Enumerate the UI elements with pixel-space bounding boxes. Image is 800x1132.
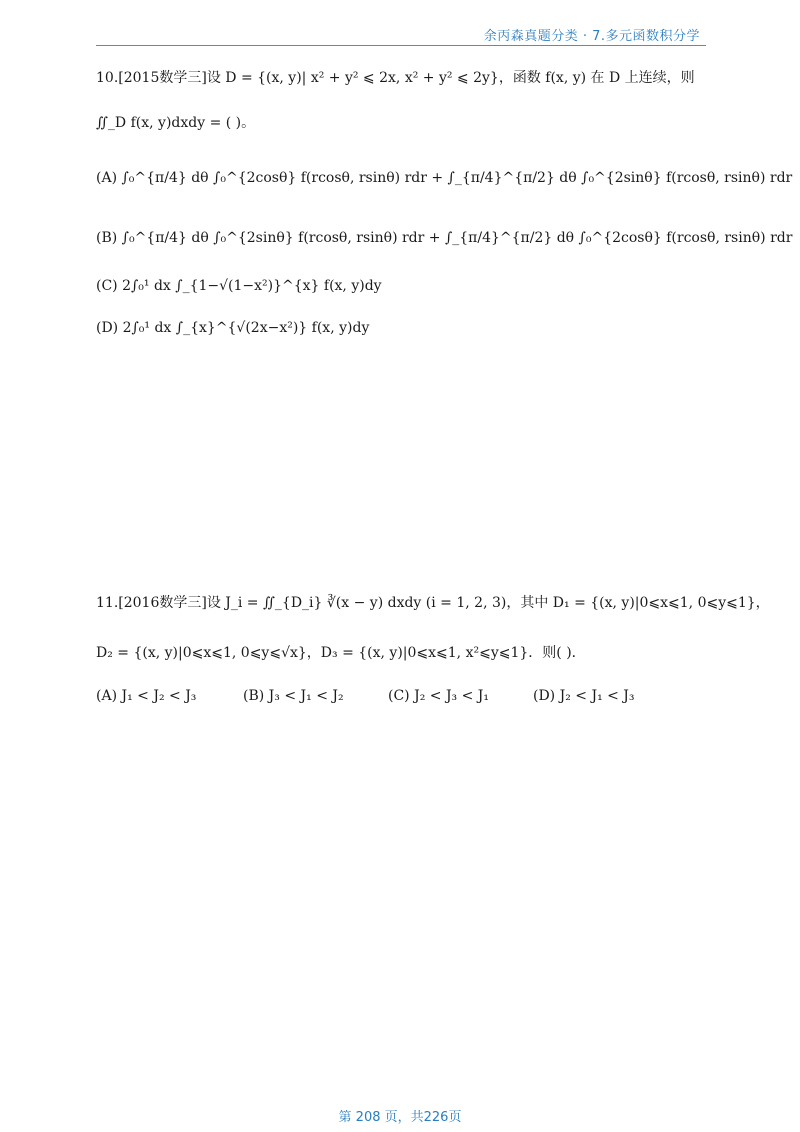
- q11-option-d: (D) J₂ < J₁ < J₃: [533, 688, 635, 704]
- q10-option-d: (D) 2∫₀¹ dx ∫_{x}^{√(2x−x²)} f(x, y)dy: [96, 320, 370, 336]
- q10-option-a: (A) ∫₀^{π/4} dθ ∫₀^{2cosθ} f(rcosθ, rsinθ) rdr + ∫_{π/4}^{π/2} dθ ∫₀^{2sinθ} f(rcosθ, rsinθ) rdr: [96, 170, 793, 186]
- q10-option-b: (B) ∫₀^{π/4} dθ ∫₀^{2sinθ} f(rcosθ, rsinθ) rdr + ∫_{π/4}^{π/2} dθ ∫₀^{2cosθ} f(rcosθ, rsinθ) rdr: [96, 230, 793, 246]
- q10-option-c: (C) 2∫₀¹ dx ∫_{1−√(1−x²)}^{x} f(x, y)dy: [96, 278, 382, 294]
- q10-stem-line1: 10.[2015数学三]设 D = {(x, y)| x² + y² ⩽ 2x, x² + y² ⩽ 2y}，函数 f(x, y) 在 D 上连续，则: [96, 70, 695, 86]
- header-rule: [96, 45, 706, 46]
- q11-stem-line2: D₂ = {(x, y)|0⩽x⩽1, 0⩽y⩽√x}，D₃ = {(x, y)|0⩽x⩽1, x²⩽y⩽1}．则( )．: [96, 645, 586, 661]
- q11-option-a: (A) J₁ < J₂ < J₃: [96, 688, 197, 704]
- q11-option-c: (C) J₂ < J₃ < J₁: [388, 688, 490, 704]
- page-footer: 第 208 页，共226页: [338, 1110, 462, 1125]
- q11-stem-line1: 11.[2016数学三]设 J_i = ∬_{D_i} ∛(x − y) dxdy (i = 1, 2, 3)，其中 D₁ = {(x, y)|0⩽x⩽1, 0⩽y⩽1}，: [96, 595, 770, 611]
- running-header: 余丙森真题分类 · 7.多元函数积分学: [483, 29, 700, 44]
- q10-stem-line2: ∬_D f(x, y)dxdy = ( )。: [96, 115, 256, 131]
- q11-option-b: (B) J₃ < J₁ < J₂: [243, 688, 344, 704]
